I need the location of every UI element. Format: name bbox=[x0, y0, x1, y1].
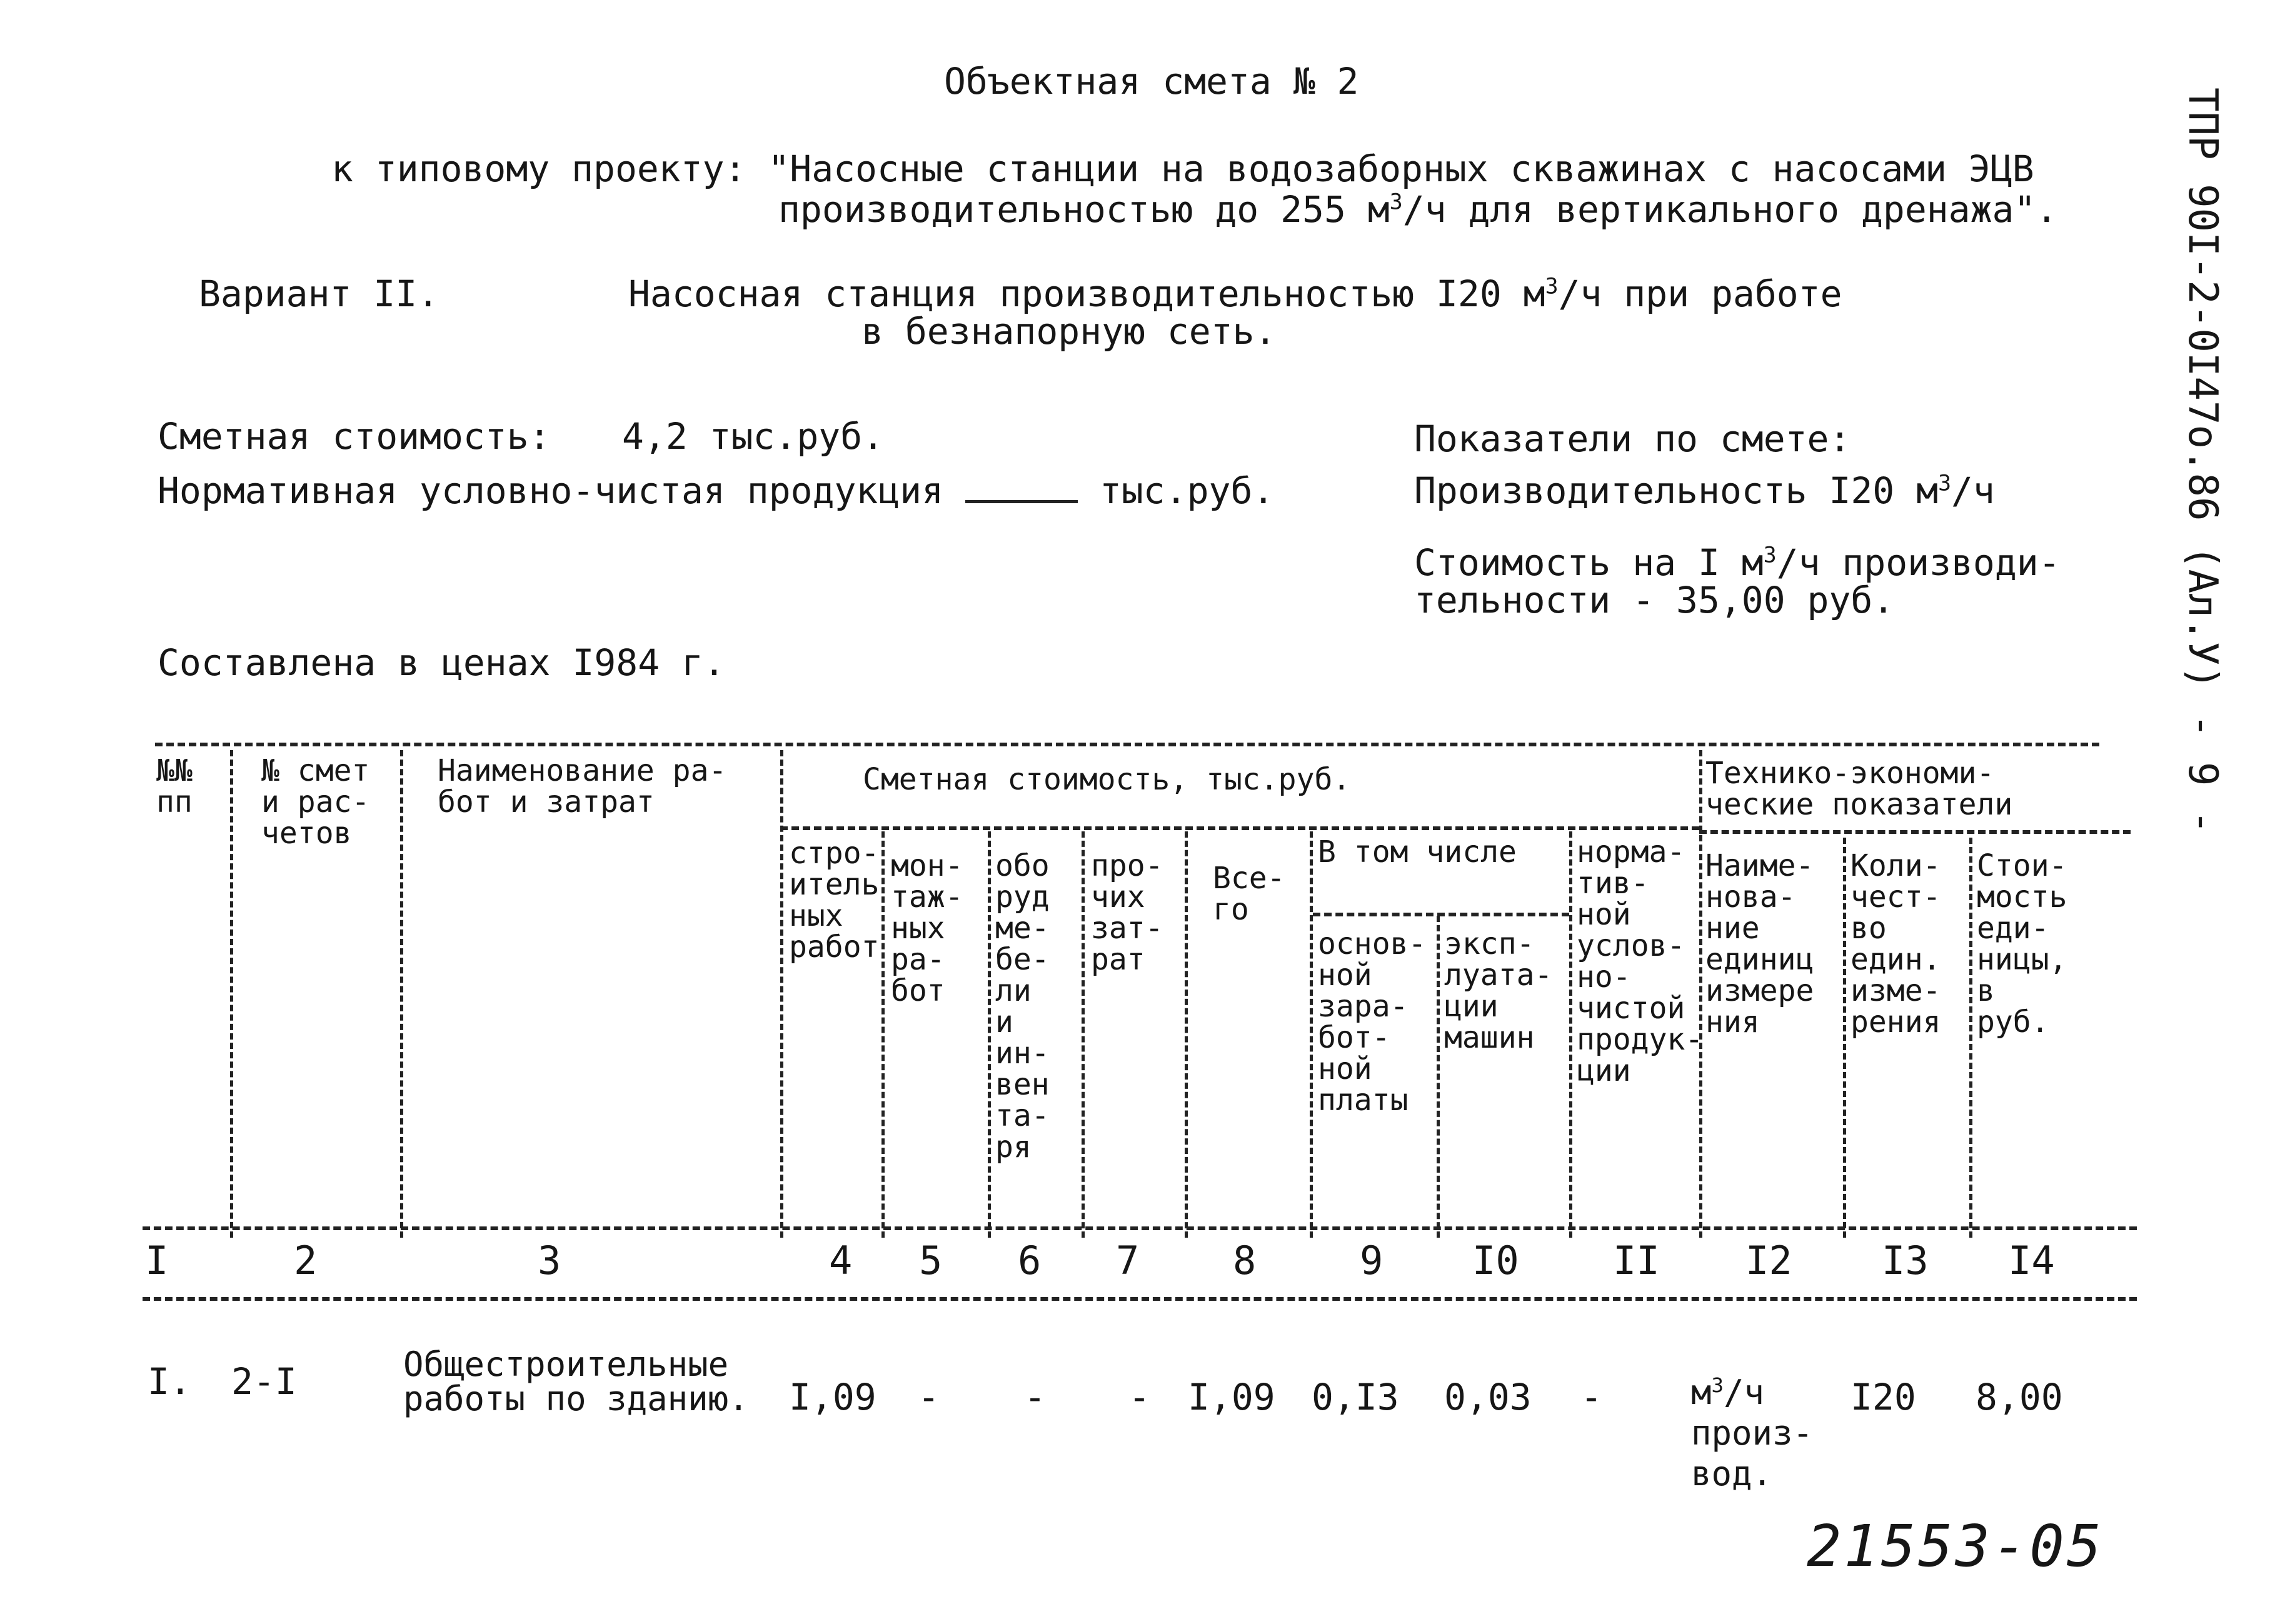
cost-group-divider bbox=[780, 826, 1699, 830]
column-number: I0 bbox=[1472, 1238, 1519, 1283]
header-estimate-number: № смет и рас- четов bbox=[261, 753, 370, 851]
header-main-salary: основ- ной зара- бот- ной платы bbox=[1318, 926, 1427, 1118]
header-cost-group: Сметная стоимость, тыс.руб. bbox=[863, 762, 1351, 797]
col-divider-4 bbox=[881, 831, 885, 1238]
col-divider-9 bbox=[1437, 916, 1440, 1238]
col-divider-6 bbox=[1082, 831, 1085, 1238]
archive-stamp: 21553-05 bbox=[1807, 1513, 2104, 1580]
col-divider-1 bbox=[230, 750, 233, 1238]
tech-group-divider bbox=[1699, 830, 2131, 834]
header-normative-product: норма- тив- ной услов- но- чистой продук- ции bbox=[1577, 835, 1704, 1088]
header-unit-cost: Стои- мость еди- ницы, в руб. bbox=[1977, 848, 2067, 1040]
normative-line: Нормативная условно-чистая продукция тыс.руб. bbox=[158, 469, 1275, 512]
col-divider-5 bbox=[988, 831, 991, 1238]
project-line-2: производительностью до 255 $м^3/ч$ для вертикального дренажа". bbox=[778, 188, 2058, 231]
row-normative-product: - bbox=[1580, 1376, 1602, 1418]
blank-line bbox=[965, 478, 1078, 503]
header-bottom-border bbox=[143, 1226, 2137, 1230]
column-number: I bbox=[145, 1238, 169, 1283]
cost-label: Сметная стоимость: bbox=[158, 415, 551, 458]
numbers-bottom-border bbox=[143, 1297, 2137, 1301]
row-name-line-2: работы по зданию. bbox=[403, 1379, 749, 1418]
header-machine-operation: эксп- луата- ции машин bbox=[1444, 926, 1553, 1055]
row-construction: I,09 bbox=[789, 1376, 876, 1418]
table-top-border bbox=[155, 743, 2099, 746]
col-divider-12 bbox=[1843, 838, 1846, 1238]
col-divider-13 bbox=[1969, 838, 1972, 1238]
col-divider-10 bbox=[1569, 831, 1572, 1238]
productivity-indicator: Производительность I20 $м^3/ч$ bbox=[1414, 469, 1995, 512]
column-number: 4 bbox=[829, 1238, 853, 1283]
indicators-label: Показатели по смете: bbox=[1414, 418, 1851, 460]
prices-note: Составлена в ценах I984 г. bbox=[158, 641, 725, 684]
column-number: 5 bbox=[919, 1238, 943, 1283]
header-work-name: Наименование ра- бот и затрат bbox=[438, 753, 727, 820]
row-installation: - bbox=[918, 1376, 940, 1418]
header-other-costs: про- чих зат- рат bbox=[1091, 848, 1163, 977]
cost-value: 4,2 тыс.руб. bbox=[622, 415, 885, 458]
column-number: I3 bbox=[1882, 1238, 1929, 1283]
col-divider-2 bbox=[400, 750, 403, 1238]
header-equipment: обо руд ме- бе- ли и ин- вен та- ря bbox=[995, 848, 1050, 1165]
row-name-line-1: Общестроительные bbox=[403, 1345, 729, 1384]
header-row-number: №№ пп bbox=[156, 753, 193, 820]
column-number: II bbox=[1613, 1238, 1660, 1283]
document-title: Объектная смета № 2 bbox=[944, 60, 1359, 103]
cost-per-unit-line-1: Стоимость на I $м^3/ч$ производи- bbox=[1414, 541, 2061, 584]
row-number: I. bbox=[148, 1360, 191, 1403]
header-installation: мон- таж- ных ра- бот bbox=[891, 848, 963, 1008]
row-total: I,09 bbox=[1188, 1376, 1275, 1418]
column-number: 6 bbox=[1018, 1238, 1042, 1283]
row-quantity: I20 bbox=[1851, 1376, 1916, 1418]
column-number: 8 bbox=[1233, 1238, 1257, 1283]
row-unit-line-1: $м^3/ч$ bbox=[1691, 1373, 1765, 1412]
column-number: I4 bbox=[2008, 1238, 2055, 1283]
variant-description-1: Насосная станция производительностью I20 $м^3/ч$ при работе bbox=[628, 273, 1842, 315]
row-main-salary: 0,I3 bbox=[1312, 1376, 1399, 1418]
row-equipment: - bbox=[1024, 1376, 1046, 1418]
variant-description-2: в безнапорную сеть. bbox=[861, 310, 1277, 353]
row-other: - bbox=[1128, 1376, 1150, 1418]
row-estimate: 2-I bbox=[231, 1360, 297, 1403]
column-number: 7 bbox=[1116, 1238, 1140, 1283]
incl-group-divider bbox=[1313, 913, 1569, 916]
column-number: 3 bbox=[538, 1238, 561, 1283]
header-including: В том числе bbox=[1318, 835, 1517, 870]
variant-label: Вариант II. bbox=[199, 273, 439, 315]
col-divider-3 bbox=[780, 750, 783, 1238]
row-unit-line-2: произ- bbox=[1691, 1413, 1814, 1453]
column-number: 9 bbox=[1360, 1238, 1384, 1283]
column-number: 2 bbox=[294, 1238, 318, 1283]
header-quantity: Коли- чест- во един. изме- рения bbox=[1851, 848, 1941, 1040]
side-document-code: ТПР 90I-2-0I47о.86 (Ал.У) - 9 - bbox=[2179, 88, 2226, 835]
header-unit-name: Наиме- нова- ние единиц измере ния bbox=[1705, 848, 1814, 1040]
col-divider-8 bbox=[1310, 831, 1313, 1238]
row-machine-operation: 0,03 bbox=[1444, 1376, 1532, 1418]
header-construction: стро- итель ных работ bbox=[789, 836, 880, 965]
row-unit-cost: 8,00 bbox=[1976, 1376, 2063, 1418]
header-tech-group: Технико-экономи- ческие показатели bbox=[1705, 756, 2013, 822]
project-line-1: к типовому проекту: "Насосные станции на водозаборных скважинах с насосами ЭЦВ bbox=[331, 148, 2034, 190]
header-total: Все- го bbox=[1213, 861, 1285, 927]
col-divider-7 bbox=[1185, 831, 1188, 1238]
cost-per-unit-line-2: тельности - 35,00 руб. bbox=[1414, 579, 1895, 621]
column-number: I2 bbox=[1745, 1238, 1792, 1283]
row-unit-line-3: вод. bbox=[1691, 1454, 1773, 1493]
